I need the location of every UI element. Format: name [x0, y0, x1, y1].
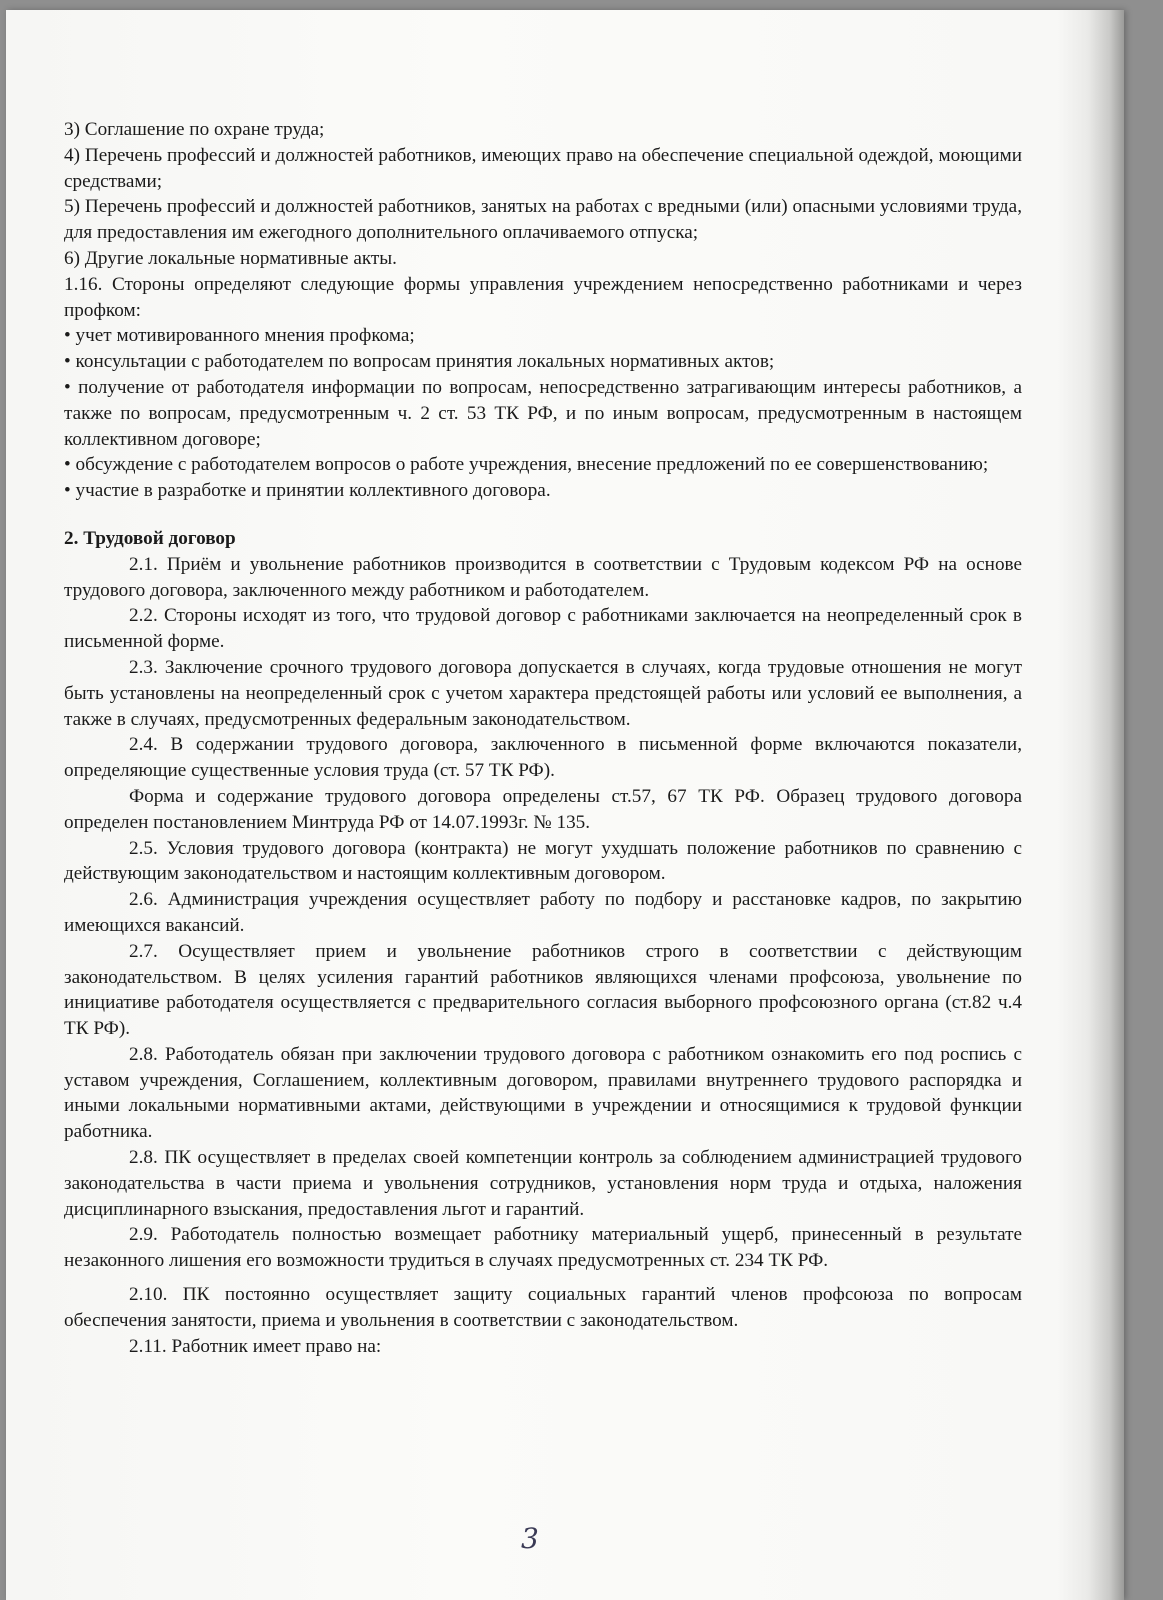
bullet-item: • учет мотивированного мнения профкома; [64, 325, 415, 347]
paragraph-2-1: 2.1. Приём и увольнение работников производится в соответствии с Трудовым кодексом РФ на основе трудового договора, заключенного между работником и работодателем. [64, 553, 1022, 601]
list-item: 3) Соглашение по охране труда; [64, 119, 325, 140]
paragraph-form-content: Форма и содержание трудового договора определены ст.57, 67 ТК РФ. Образец трудового договора определен постановлением Минтруда РФ от 14.07.1993г. № 135. [64, 785, 1022, 833]
bullet-item: • получение от работодателя информации по вопросам, непосредственно затрагивающим интересы работников, а также по вопросам, предусмотренным ч. 2 ст. 53 ТК РФ, и по иным вопросам, предусмотренным в настоящем коллективном договоре; [64, 376, 1022, 450]
clause-1-16: 1.16. Стороны определяют следующие формы управления учреждением непосредственно работниками и через профком: [64, 273, 1022, 321]
bullet-item: • консультации с работодателем по вопросам принятия локальных нормативных актов; [64, 351, 775, 373]
page-edge-shadow [1088, 10, 1124, 1600]
paragraph-2-7: 2.7. Осуществляет прием и увольнение работников строго в соответствии с действующим законодательством. В целях усиления гарантий работников являющихся членами профсоюза, увольнение по инициативе работодателя осуществляется с предварительного согласия выборного профсоюзного органа (ст.82 ч.4 ТК РФ). [64, 940, 1022, 1040]
list-item: 4) Перечень профессий и должностей работников, имеющих право на обеспечение специальной одеждой, моющими средствами; [64, 144, 1022, 192]
bullet-item: • участие в разработке и принятии коллективного договора. [64, 480, 551, 502]
paragraph-2-6: 2.6. Администрация учреждения осуществляет работу по подбору и расстановке кадров, по закрытию имеющихся вакансий. [64, 889, 1022, 936]
bullet-item: • обсуждение с работодателем вопросов о работе учреждения, внесение предложений по ее совершенствованию; [64, 454, 989, 476]
paragraph-2-4: 2.4. В содержании трудового договора, заключенного в письменной форме включаются показатели, определяющие существенные условия труда (ст. 57 ТК РФ). [64, 734, 1022, 782]
paragraph-2-8a: 2.8. Работодатель обязан при заключении трудового договора с работником ознакомить его под роспись с уставом учреждения, Соглашением, коллективным договором, правилами внутреннего трудового распорядка и иными локальными нормативными актами, действующими в учреждении и относящимися к трудовой функции работника. [64, 1043, 1022, 1143]
document-body [64, 117, 1022, 1359]
paragraph-2-5: 2.5. Условия трудового договора (контракта) не могут ухудшать положение работников по сравнению с действующим законодательством и настоящим коллективным договором. [64, 837, 1022, 885]
paragraph-2-9: 2.9. Работодатель полностью возмещает работнику материальный ущерб, принесенный в результате незаконного лишения его возможности трудиться в случаях предусмотренных ст. 234 ТК РФ. [64, 1224, 1022, 1272]
paragraph-2-8b: 2.8. ПК осуществляет в пределах своей компетенции контроль за соблюдением администрацией трудового законодательства в части приема и увольнения сотрудников, установления норм труда и отдыха, наложения дисциплинарного взыскания, предоставления льгот и гарантий. [64, 1147, 1022, 1220]
paragraph-2-11: 2.11. Работник имеет право на: [129, 1335, 382, 1357]
document-page [6, 10, 1124, 1600]
list-item: 5) Перечень профессий и должностей работников, занятых на работах с вредными (или) опасными условиями труда, для предоставления им ежегодного дополнительного оплачиваемого отпуска; [64, 196, 1022, 244]
list-item: 6) Другие локальные нормативные акты. [64, 247, 397, 269]
paragraph-2-3: 2.3. Заключение срочного трудового договора допускается в случаях, когда трудовые отношения не могут быть установлены на неопределенный срок с учетом характера предстоящей работы или условий ее выполнения, а также в случаях, предусмотренных федеральным законодательством. [64, 656, 1022, 730]
section-heading: 2. Трудовой договор [64, 527, 236, 549]
paragraph-2-10: 2.10. ПК постоянно осуществляет защиту социальных гарантий членов профсоюза по вопросам обеспечения занятости, приема и увольнения в соответствии с законодательством. [64, 1284, 1022, 1331]
page-number: 3 [521, 1522, 539, 1555]
paragraph-2-2: 2.2. Стороны исходят из того, что трудовой договор с работниками заключается на неопределенный срок в письменной форме. [64, 605, 1022, 653]
